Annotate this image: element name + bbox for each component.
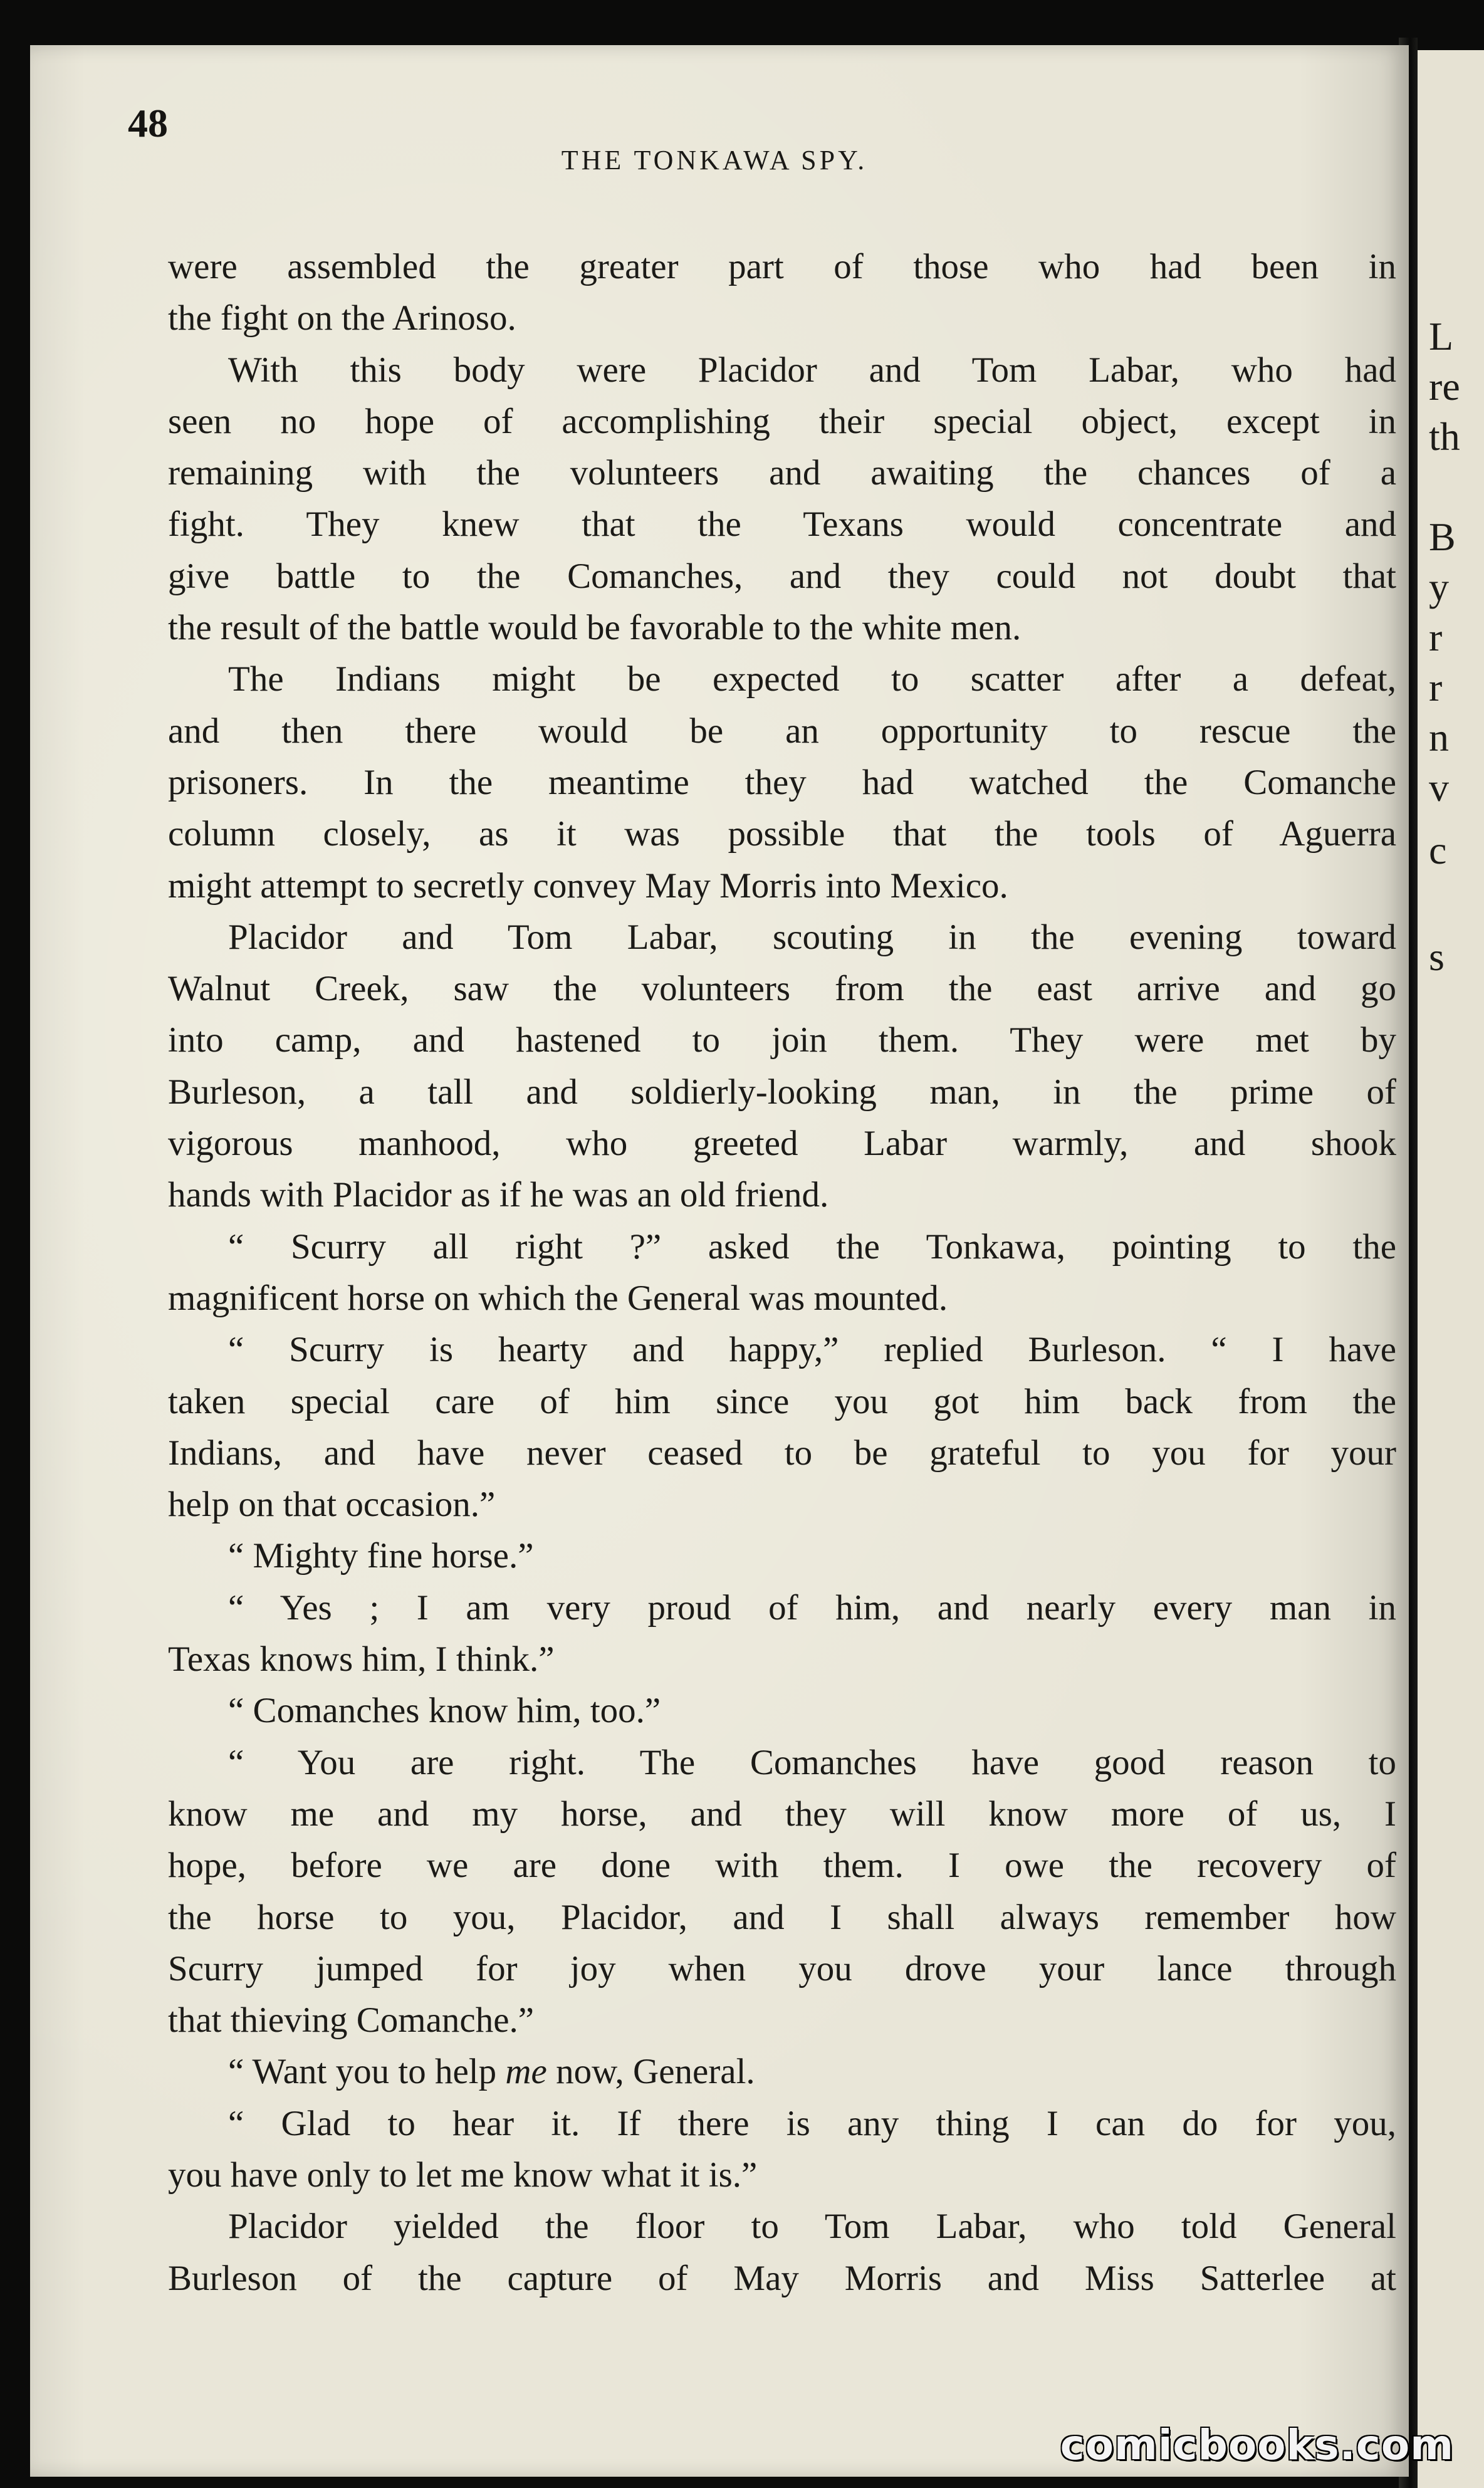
text-line	[168, 1479, 1396, 1530]
text-line	[168, 1685, 1396, 1737]
text-line	[168, 1789, 1396, 1840]
text-line	[168, 912, 1396, 963]
page-number: 48	[128, 101, 168, 145]
text-line	[168, 2098, 1396, 2150]
text-line	[168, 241, 1396, 293]
text-line	[168, 706, 1396, 757]
text-line	[168, 345, 1396, 396]
text-line-content: With this body were Placidor and Tom Labar, who had	[228, 350, 1396, 390]
text-line	[168, 654, 1396, 705]
text-line	[168, 757, 1396, 808]
facing-page-fragment: c	[1429, 828, 1447, 872]
text-line	[168, 447, 1396, 499]
text-line-content: fight. They knew that the Texans would concentrate and	[168, 504, 1396, 545]
text-line-content: Texas knows him, I think.”	[168, 1639, 555, 1680]
text-line-tail: now, General.	[546, 2052, 755, 2092]
text-line	[168, 499, 1396, 550]
text-line	[168, 1169, 1396, 1221]
text-line-content: you have only to let me know what it is.”	[168, 2155, 758, 2195]
text-line-content: that thieving Comanche.”	[168, 2000, 535, 2041]
text-line	[168, 1995, 1396, 2046]
text-line	[168, 551, 1396, 602]
text-line	[168, 860, 1396, 912]
body-text	[168, 241, 1396, 2304]
text-line	[168, 1015, 1396, 1066]
facing-page-fragment: L	[1429, 314, 1454, 358]
text-line	[168, 1737, 1396, 1789]
text-line	[168, 2253, 1396, 2304]
facing-page-fragment: th	[1429, 414, 1460, 459]
text-line-content: “ Mighty fine horse.”	[228, 1536, 534, 1576]
text-line	[168, 1221, 1396, 1273]
text-line	[168, 293, 1396, 344]
text-line-content: magnificent horse on which the General was mounted.	[168, 1278, 948, 1318]
emphasis-word: me	[505, 2052, 547, 2092]
text-line	[168, 1943, 1396, 1995]
text-line	[168, 1840, 1396, 1891]
facing-page-fragment: r	[1429, 665, 1443, 709]
text-line-content: and then there would be an opportunity to rescue the	[168, 711, 1396, 751]
facing-page-fragment: re	[1429, 364, 1460, 409]
text-line-content: Burleson, a tall and soldierly-looking man, in the prime of	[168, 1072, 1396, 1112]
text-line	[168, 1892, 1396, 1943]
text-line-content: “ Scurry is hearty and happy,” replied Burleson. “ I have	[228, 1330, 1396, 1370]
text-line-content: the result of the battle would be favorable to the white men.	[168, 608, 1022, 648]
text-line-content: hope, before we are done with them. I owe the recovery of	[168, 1846, 1396, 1886]
text-line-content: taken special care of him since you got him back from the	[168, 1381, 1396, 1421]
text-line-content: prisoners. In the meantime they had watched the Comanche	[168, 762, 1396, 802]
text-line-content: “ Yes ; I am very proud of him, and nearly every man in	[228, 1587, 1396, 1628]
text-line-content: into camp, and hastened to join them. They were met by	[168, 1020, 1396, 1060]
text-line	[168, 1067, 1396, 1118]
text-line-content: Placidor and Tom Labar, scouting in the evening toward	[228, 917, 1396, 957]
facing-page-fragment: n	[1429, 715, 1449, 760]
watermark-text: comicbooks.com	[1060, 2421, 1454, 2469]
text-line	[168, 1582, 1396, 1634]
text-line	[168, 396, 1396, 447]
text-line-content: the fight on the Arinoso.	[168, 298, 516, 338]
text-line	[168, 1324, 1396, 1376]
text-line-content: were assembled the greater part of those who had been in	[168, 247, 1396, 286]
text-line	[168, 2046, 1396, 2098]
text-line-content: hands with Placidor as if he was an old friend.	[168, 1175, 829, 1215]
text-line	[168, 1428, 1396, 1479]
text-line	[168, 602, 1396, 654]
text-line-content: seen no hope of accomplishing their special object, except in	[168, 401, 1396, 441]
text-line	[168, 1530, 1396, 1582]
text-line-content: Burleson of the capture of May Morris and Miss Satterlee at	[168, 2258, 1396, 2298]
facing-page-fragment: v	[1429, 765, 1449, 810]
text-line-content: Indians, and have never ceased to be grateful to you for your	[168, 1433, 1396, 1473]
text-line	[168, 1376, 1396, 1428]
text-line-content: “ Scurry all right ?” asked the Tonkawa, pointing to the	[228, 1226, 1396, 1267]
text-line	[168, 1273, 1396, 1324]
text-line-content: give battle to the Comanches, and they could not doubt that	[168, 556, 1396, 596]
text-line-content: might attempt to secretly convey May Morris into Mexico.	[168, 865, 1008, 906]
text-line	[168, 963, 1396, 1015]
facing-page-sliver	[1418, 50, 1484, 2488]
text-line-content: remaining with the volunteers and awaiting the chances of a	[168, 453, 1396, 493]
text-line-content: “ Want you to help	[228, 2052, 497, 2092]
text-line	[168, 2201, 1396, 2252]
text-line	[168, 1634, 1396, 1685]
text-line-content: Placidor yielded the floor to Tom Labar, who told General	[228, 2207, 1396, 2247]
text-line-content: The Indians might be expected to scatter after a defeat,	[228, 659, 1396, 699]
text-line-content: know me and my horse, and they will know more of us, I	[168, 1794, 1396, 1834]
text-line-content: Scurry jumped for joy when you drove your lance through	[168, 1948, 1396, 1989]
facing-page-fragment: y	[1429, 565, 1449, 609]
facing-page-fragment: B	[1429, 515, 1456, 559]
text-line-content: help on that occasion.”	[168, 1485, 496, 1525]
watermark	[1060, 2400, 1459, 2469]
facing-page-fragment: r	[1429, 615, 1443, 659]
running-head: THE TONKAWA SPY.	[561, 145, 868, 175]
facing-page-fragment: s	[1429, 934, 1445, 979]
text-line	[168, 1118, 1396, 1169]
text-line	[168, 808, 1396, 860]
text-line-content: Walnut Creek, saw the volunteers from the east arrive and go	[168, 969, 1396, 1009]
text-line-content: “ You are right. The Comanches have good reason to	[228, 1742, 1396, 1782]
text-line-content: the horse to you, Placidor, and I shall always remember how	[168, 1897, 1396, 1937]
text-line-content: “ Glad to hear it. If there is any thing I can do for you,	[228, 2103, 1396, 2143]
text-line	[168, 2150, 1396, 2201]
text-line-content: vigorous manhood, who greeted Labar warmly, and shook	[168, 1124, 1396, 1164]
text-line-content: “ Comanches know him, too.”	[228, 1691, 661, 1731]
text-line-content: column closely, as it was possible that the tools of Aguerra	[168, 814, 1396, 854]
